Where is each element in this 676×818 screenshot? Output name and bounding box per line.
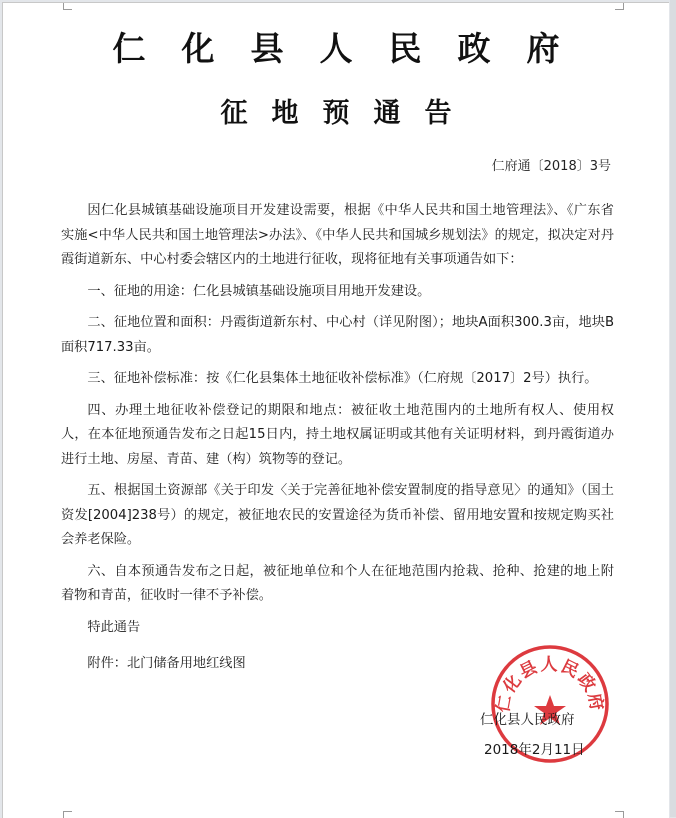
item-paragraph-3: 三、征地补偿标准：按《仁化县集体土地征收补偿标准》（仁府规〔2017〕2号）执行。 (87, 371, 598, 386)
scrollbar[interactable] (670, 0, 676, 817)
item-paragraph-6: 六、自本预通告发布之日起，被征地单位和个人在征地范围内抢栽、抢种、抢建的地上附着物和青苗，征收时一律不予补偿。 (61, 563, 614, 603)
intro-paragraph: 因仁化县城镇基础设施项目开发建设需要，根据《中华人民共和国土地管理法》、《广东省实施<中华人民共和国土地管理法>办法》、《中华人民共和国城乡规划法》的规定，拟决定对丹霞街道新东、中心村委会辖区内的土地进行征收，现将征地有关事项通告如下： (61, 203, 614, 267)
notice-body (61, 199, 614, 677)
page-corner-mark (63, 3, 72, 10)
government-title: 仁化县人民政府 (112, 29, 596, 68)
signature-organization: 仁化县人民政府 (480, 712, 575, 728)
item-paragraph-1: 一、征地的用途：仁化县城镇基础设施项目用地开发建设。 (87, 283, 431, 299)
item-paragraph-2: 二、征地位置和面积：丹霞街道新东村、中心村（详见附图）；地块A面积300.3亩，地块B面积717.33亩。 (61, 315, 614, 355)
attachment-line: 附件：北门储备用地红线图 (87, 656, 246, 671)
page-corner-mark (615, 3, 624, 10)
item-paragraph-5: 五、根据国土资源部《关于印发〈关于完善征地补偿安置制度的指导意见〉的通知》（国土资发[2004]238号）的规定，被征地农民的安置途径为货币补偿、留用地安置和按规定购买社会养老保险。 (61, 483, 614, 547)
notice-title: 征地预通告 (220, 98, 476, 129)
closing-line: 特此通告 (87, 619, 141, 635)
signature-date: 2018年2月11日 (484, 742, 585, 758)
document-number: 仁府通〔2018〕3号 (491, 159, 611, 174)
item-paragraph-4: 四、办理土地征收补偿登记的期限和地点：被征收土地范围内的土地所有权人、使用权人，在本征地预通告发布之日起15日内，持土地权属证明或其他有关证明材料，到丹霞街道办进行土地、房屋、青苗、建（构）筑物等的登记。 (61, 402, 614, 467)
svg-text:仁化县人民政府: 仁化县人民政府 (493, 655, 607, 714)
document-page (2, 2, 669, 818)
